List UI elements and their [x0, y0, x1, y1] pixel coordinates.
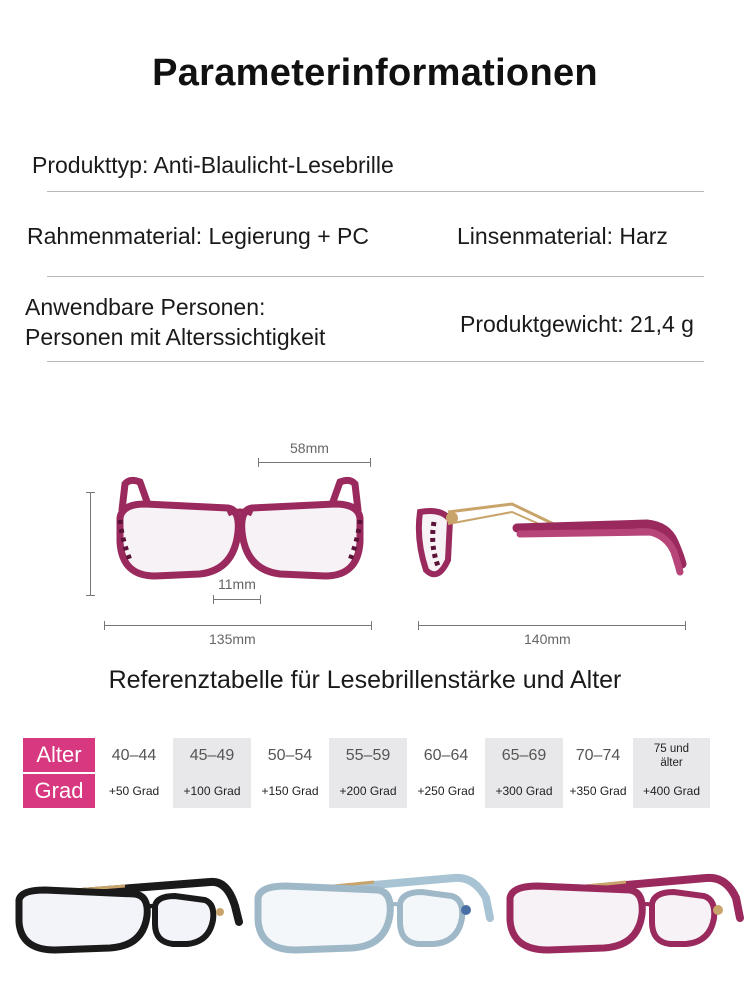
divider — [47, 276, 704, 277]
front-view-glasses-image — [100, 470, 380, 590]
bridge-line — [213, 599, 261, 600]
lens-width-label: 58mm — [290, 440, 329, 456]
age-cell: 50–54 — [267, 747, 313, 764]
grad-cell: +100 Grad — [173, 774, 251, 808]
grad-cell: +150 Grad — [261, 784, 319, 798]
frame-width-line — [104, 625, 372, 626]
grad-cell: +50 Grad — [108, 784, 160, 798]
temple-length-line — [418, 625, 686, 626]
grad-cell: +250 Grad — [417, 784, 475, 798]
side-view-glasses-image — [412, 490, 692, 590]
grad-cell: +200 Grad — [329, 774, 407, 808]
tick — [213, 595, 214, 604]
tick — [418, 621, 419, 630]
grad-header: Grad — [23, 774, 95, 808]
spec-product-type: Produkttyp: Anti-Blaulicht-Lesebrille — [32, 152, 394, 178]
frame-width-label: 135mm — [209, 631, 256, 647]
grad-cell: +350 Grad — [569, 784, 627, 798]
black-glasses-image — [15, 876, 245, 956]
divider — [47, 191, 704, 192]
age-cell: 75 und älter — [633, 738, 710, 774]
age-header: Alter — [23, 738, 95, 772]
grad-cell: +300 Grad — [485, 774, 563, 808]
age-cell: 55–59 — [329, 738, 407, 774]
spec-lens-material: Linsenmaterial: Harz — [457, 223, 668, 249]
tick — [86, 595, 95, 596]
tick — [260, 595, 261, 604]
tick — [370, 458, 371, 467]
tick — [371, 621, 372, 630]
blue-glasses-image — [254, 868, 494, 958]
age-cell: 45–49 — [173, 738, 251, 774]
temple-length-label: 140mm — [524, 631, 571, 647]
lens-height-line — [90, 492, 91, 596]
tick — [685, 621, 686, 630]
reference-table-title: Referenztabelle für Lesebrillenstärke und Alter — [108, 666, 622, 694]
lens-width-line — [258, 462, 371, 463]
page-title: Parameterinformationen — [152, 52, 598, 94]
purple-glasses-image — [506, 868, 746, 958]
spec-users-line2: Personen mit Alterssichtigkeit — [25, 324, 326, 350]
age-cell: 70–74 — [575, 747, 621, 764]
spec-frame-material: Rahmenmaterial: Legierung + PC — [27, 223, 369, 249]
age-cell: 40–44 — [111, 747, 157, 764]
grad-cell: +400 Grad — [633, 774, 710, 808]
divider — [47, 361, 704, 362]
tick — [104, 621, 105, 630]
age-cell: 65–69 — [485, 738, 563, 774]
bridge-label: 11mm — [218, 576, 256, 592]
age-cell: 60–64 — [423, 747, 469, 764]
reference-table — [23, 738, 710, 808]
spec-weight: Produktgewicht: 21,4 g — [460, 311, 694, 337]
spec-users-line1: Anwendbare Personen: — [25, 294, 266, 320]
tick — [86, 492, 95, 493]
tick — [258, 458, 259, 467]
